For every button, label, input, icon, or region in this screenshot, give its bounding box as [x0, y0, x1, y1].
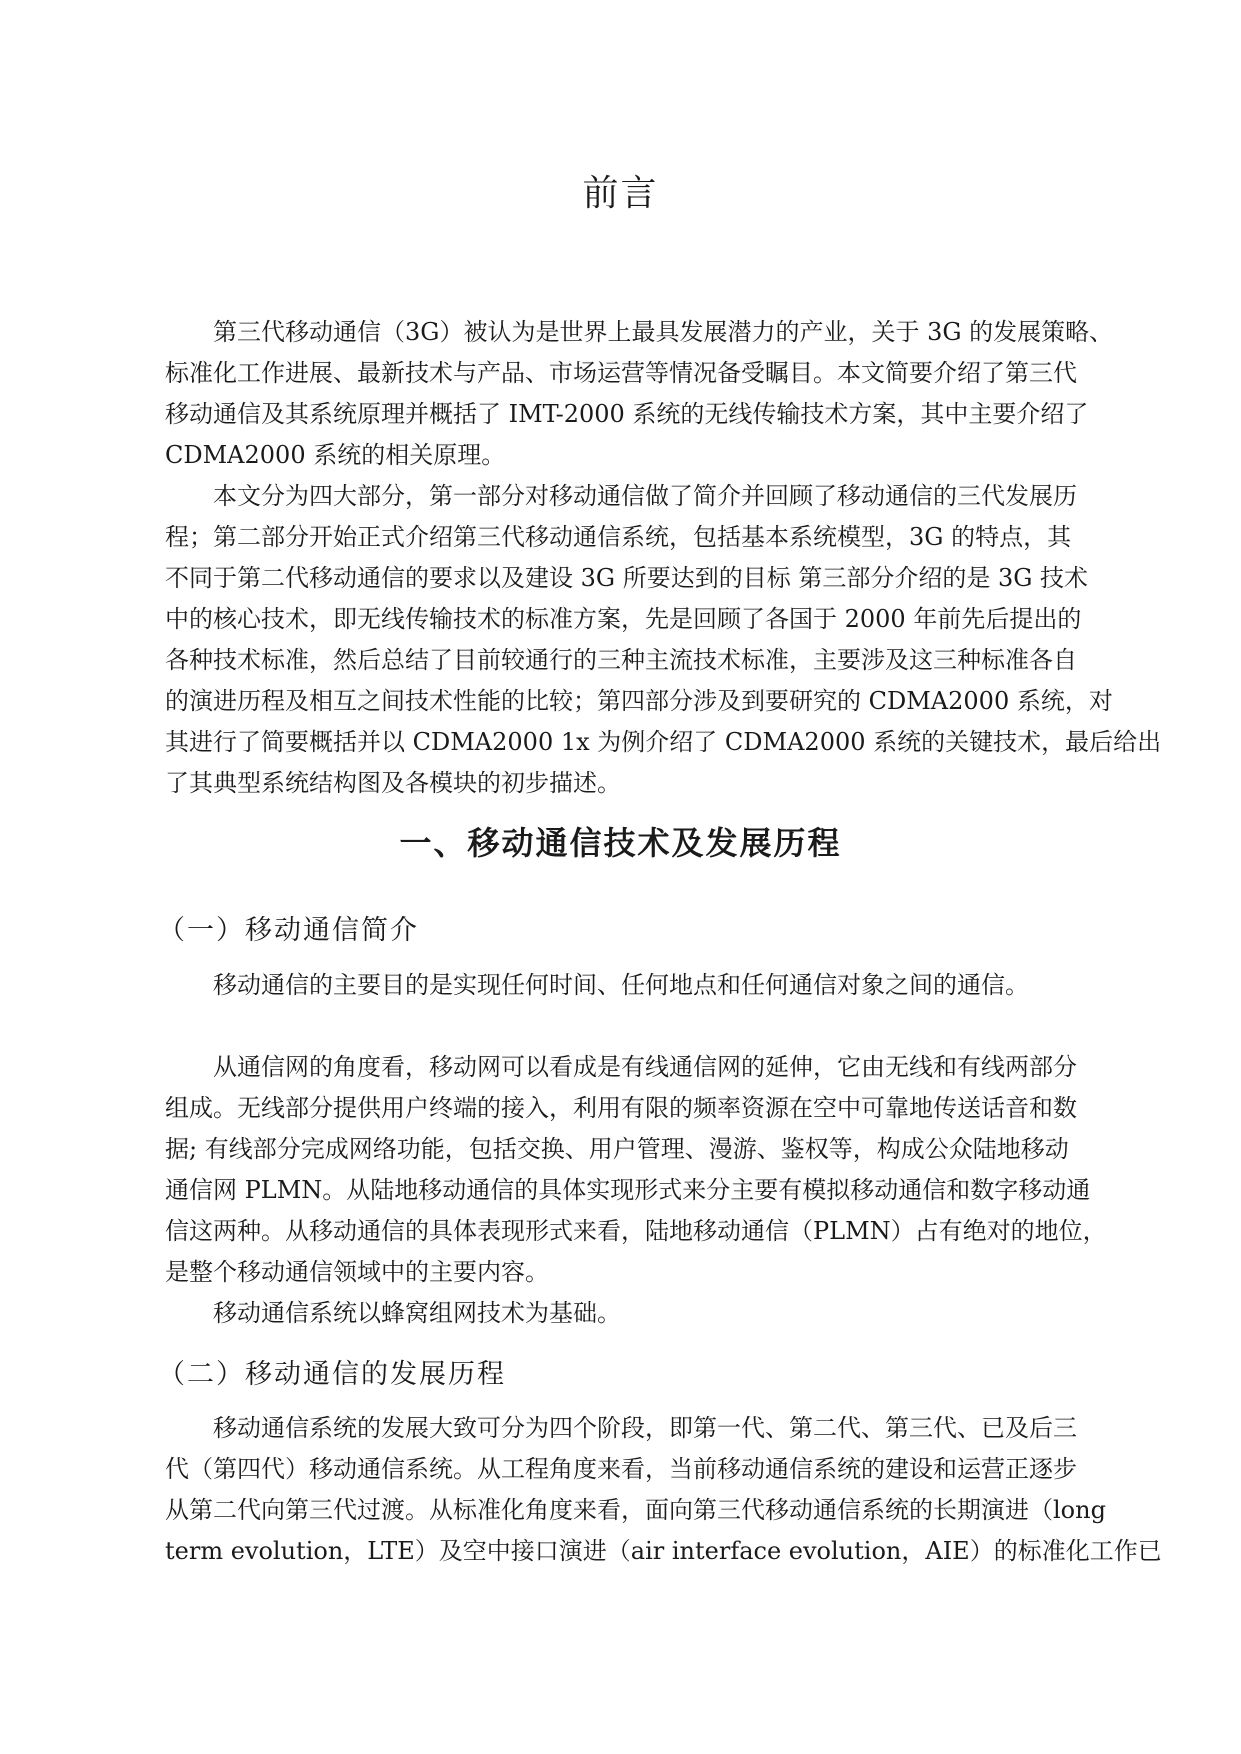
text-line: 不同于第二代移动通信的要求以及建设 3G 所要达到的目标 第三部分介绍的是 3G 技术	[165, 564, 1089, 592]
text-line: 标准化工作进展、最新技术与产品、市场运营等情况备受瞩目。本文简要介绍了第三代	[165, 359, 1077, 387]
section2-paragraph-1	[165, 1408, 1162, 1572]
text-line: 其进行了简要概括并以 CDMA2000 1x 为例介绍了 CDMA2000 系统的关键技术，最后给出	[165, 728, 1162, 756]
text-line: 是整个移动通信领域中的主要内容。	[165, 1258, 549, 1286]
text-line: 据; 有线部分完成网络功能，包括交换、用户管理、漫游、鉴权等，构成公众陆地移动	[165, 1135, 1069, 1163]
section-heading-2: （二）移动通信的发展历程	[158, 1359, 506, 1390]
text-line: 信这两种。从移动通信的具体表现形式来看，陆地移动通信（PLMN）占有绝对的地位，	[165, 1217, 1107, 1245]
text-line: 移动通信的主要目的是实现任何时间、任何地点和任何通信对象之间的通信。	[213, 971, 1029, 999]
text-line: 组成。无线部分提供用户终端的接入，利用有限的频率资源在空中可靠地传送话音和数	[165, 1094, 1077, 1122]
text-line: 移动通信及其系统原理并概括了 IMT-2000 系统的无线传输技术方案，其中主要介绍了	[165, 400, 1089, 428]
text-line: 代（第四代）移动通信系统。从工程角度来看，当前移动通信系统的建设和运营正逐步	[165, 1455, 1077, 1483]
section-heading-1: （一）移动通信简介	[158, 915, 419, 946]
text-line: term evolution，LTE）及空中接口演进（air interface evolution，AIE）的标准化工作已	[165, 1537, 1162, 1565]
text-line: 各种技术标准，然后总结了目前较通行的三种主流技术标准，主要涉及这三种标准各自	[165, 646, 1077, 674]
preface-paragraph-1	[165, 312, 1114, 476]
text-line: 了其典型系统结构图及各模块的初步描述。	[165, 769, 621, 797]
text-line: 程；第二部分开始正式介绍第三代移动通信系统，包括基本系统模型，3G 的特点，其	[165, 523, 1072, 551]
text-line: 从第二代向第三代过渡。从标准化角度来看，面向第三代移动通信系统的长期演进（long	[165, 1496, 1106, 1524]
text-line: 第三代移动通信（3G）被认为是世界上最具发展潜力的产业，关于 3G 的发展策略、	[213, 318, 1114, 346]
text-line: 从通信网的角度看，移动网可以看成是有线通信网的延伸，它由无线和有线两部分	[213, 1053, 1077, 1081]
text-line: 通信网 PLMN。从陆地移动通信的具体实现形式来分主要有模拟移动通信和数字移动通	[165, 1176, 1091, 1204]
text-line: 中的核心技术，即无线传输技术的标准方案，先是回顾了各国于 2000 年前先后提出的	[165, 605, 1082, 633]
text-line: 的演进历程及相互之间技术性能的比较；第四部分涉及到要研究的 CDMA2000 系统，对	[165, 687, 1113, 715]
text-line: CDMA2000 系统的相关原理。	[165, 441, 506, 469]
text-line: 移动通信系统以蜂窝组网技术为基础。	[213, 1299, 621, 1327]
page-title: 前言	[582, 173, 659, 214]
preface-paragraph-2	[165, 476, 1162, 804]
section1-paragraph-1	[165, 965, 1097, 1006]
text-line: 移动通信系统的发展大致可分为四个阶段，即第一代、第二代、第三代、已及后三	[213, 1414, 1077, 1442]
text-line: 本文分为四大部分，第一部分对移动通信做了简介并回顾了移动通信的三代发展历	[213, 482, 1077, 510]
section1-paragraph-3	[165, 1293, 1097, 1334]
section1-paragraph-2	[165, 1047, 1107, 1293]
chapter-heading: 一、移动通信技术及发展历程	[399, 824, 842, 862]
